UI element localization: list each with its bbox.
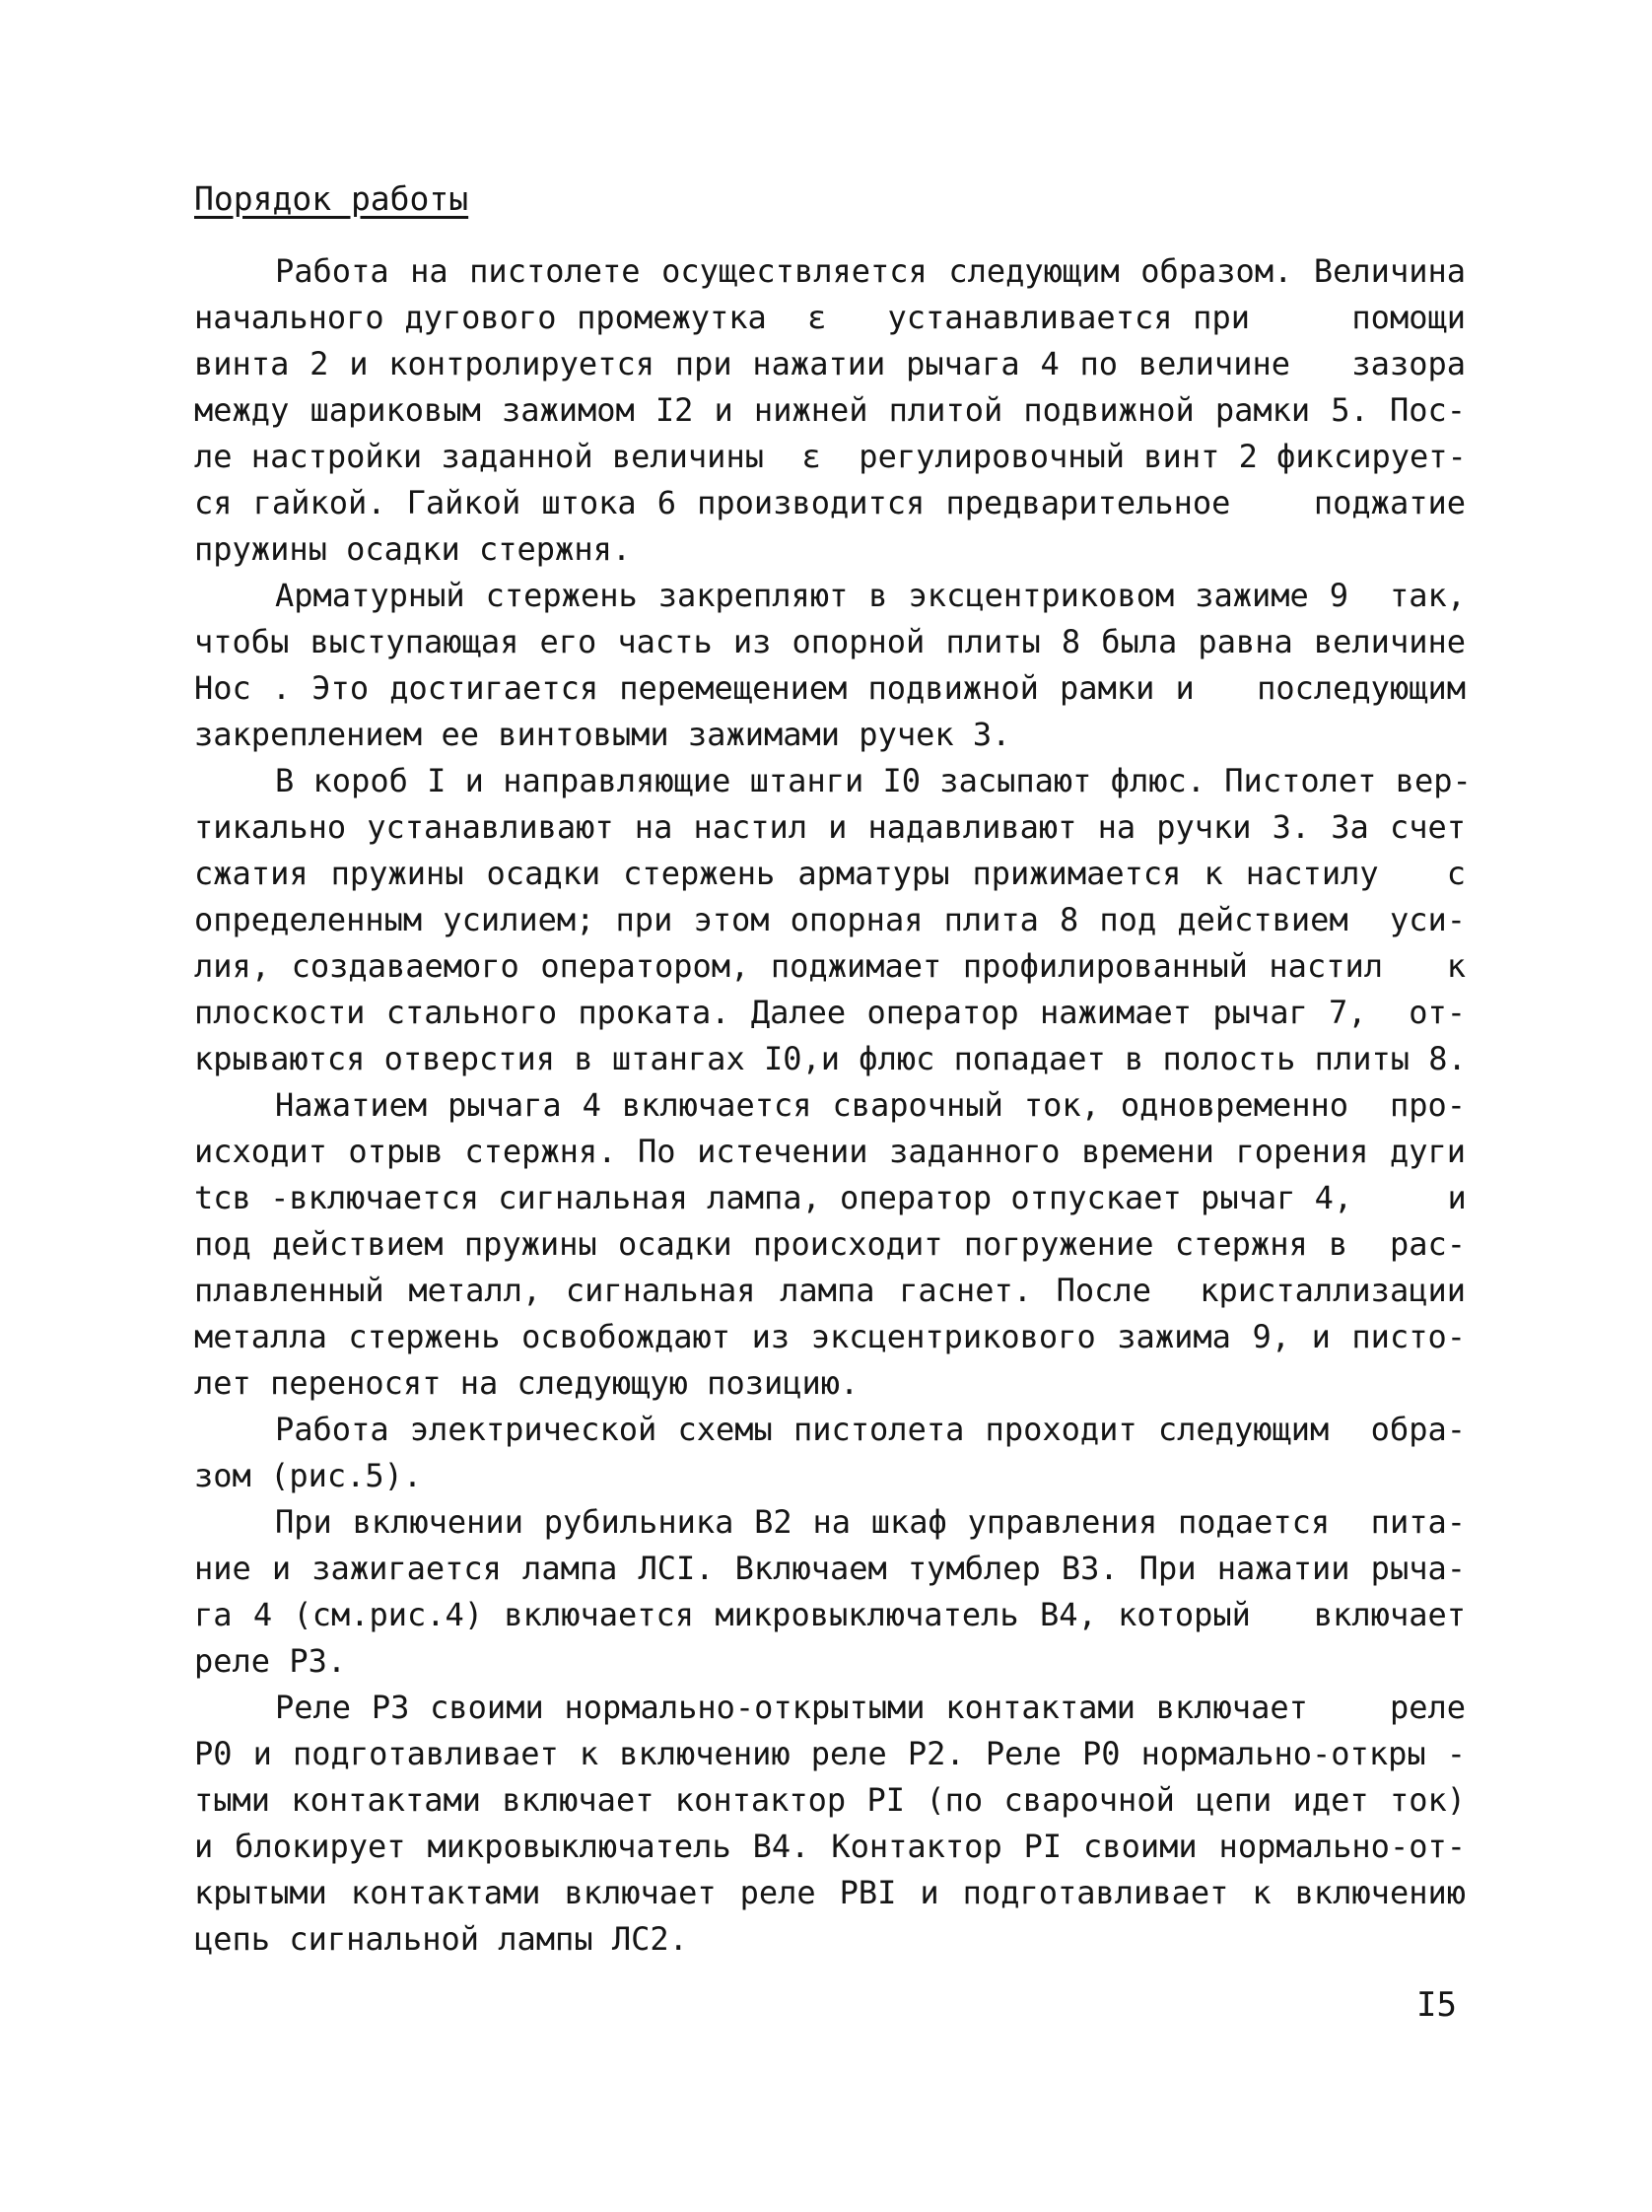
text-line: винта 2 и контролируется при нажатии рычага 4 по величине зазора <box>194 345 1466 382</box>
text-line: Hос . Это достигается перемещением подвижной рамки и последующим <box>194 669 1466 707</box>
text-line: цепь сигнальной лампы ЛС2. <box>194 1920 688 1958</box>
paragraph-1 <box>194 248 1466 573</box>
text-line: плоскости стального проката. Далее оператор нажимает рычаг 7, от- <box>194 994 1466 1031</box>
text-line: зом (рис.5). <box>194 1457 423 1494</box>
text-line: закреплением ее винтовыми зажимами ручек 3. <box>194 716 1011 753</box>
text-line: исходит отрыв стержня. По истечении заданного времени горения дуги <box>194 1133 1466 1170</box>
paragraph-2 <box>194 573 1466 758</box>
section-heading: Порядок работы <box>194 179 469 218</box>
text-line: тыми контактами включает контактор РI (по сварочной цепи идет ток) <box>194 1781 1466 1819</box>
text-line: Арматурный стержень закрепляют в эксцентриковом зажиме 9 так, <box>275 577 1466 614</box>
text-line: и блокирует микровыключатель В4. Контактор РI своими нормально-от- <box>194 1828 1466 1865</box>
text-line: лет переносят на следующую позицию. <box>194 1364 860 1402</box>
page-number: I5 <box>1416 1985 1457 2025</box>
text-line: металла стержень освобождают из эксцентрикового зажима 9, и писто- <box>194 1318 1466 1355</box>
text-line: tсв -включается сигнальная лампа, оператор отпускает рычаг 4, и <box>194 1179 1467 1216</box>
text-line: Работа на пистолете осуществляется следующим образом. Величина <box>275 252 1466 290</box>
text-line: начального дугового промежутка ε устанавливается при помощи <box>194 299 1466 336</box>
paragraph-4 <box>194 1082 1466 1407</box>
text-line: определенным усилием; при этом опорная плита 8 под действием уси- <box>194 901 1466 938</box>
text-line: между шариковым зажимом I2 и нижней плитой подвижной рамки 5. Пос- <box>194 391 1466 429</box>
text-line: под действием пружины осадки происходит погружение стержня в рас- <box>194 1225 1466 1263</box>
text-line: ле настройки заданной величины ε регулировочный винт 2 фиксирует- <box>194 438 1467 475</box>
paragraph-5 <box>194 1407 1466 1499</box>
text-line: лия, создаваемого оператором, поджимает профилированный настил к <box>194 947 1466 985</box>
text-line: Реле Р3 своими нормально-открытыми контактами включает реле <box>275 1689 1466 1726</box>
text-line: пружины осадки стержня. <box>194 530 632 568</box>
body-text <box>194 248 1472 1963</box>
text-line: реле Р3. <box>194 1642 347 1680</box>
text-line: сжатия пружины осадки стержень арматуры прижимается к настилу с <box>194 855 1466 892</box>
text-line: крываются отверстия в штангах I0,и флюс попадает в полость плиты 8. <box>194 1040 1467 1077</box>
paragraph-3 <box>194 758 1472 1082</box>
text-line: Р0 и подготавливает к включению реле Р2. Реле Р0 нормально-откры - <box>194 1735 1466 1772</box>
text-line: крытыми контактами включает реле РВI и подготавливает к включению <box>194 1874 1466 1911</box>
text-line: Работа электрической схемы пистолета проходит следующим обра- <box>275 1411 1466 1448</box>
text-line: ние и зажигается лампа ЛСI. Включаем тумблер В3. При нажатии рыча- <box>194 1550 1466 1587</box>
text-line: Нажатием рычага 4 включается сварочный ток, одновременно про- <box>275 1086 1466 1124</box>
text-line: га 4 (см.рис.4) включается микровыключатель В4, который включает <box>194 1596 1466 1633</box>
text-line: тикально устанавливают на настил и надавливают на ручки 3. За счет <box>194 808 1466 846</box>
text-line: чтобы выступающая его часть из опорной плиты 8 была равна величине <box>194 623 1466 660</box>
text-line: плавленный металл, сигнальная лампа гаснет. После кристаллизации <box>194 1272 1466 1309</box>
paragraph-6 <box>194 1499 1466 1685</box>
text-line: В короб I и направляющие штанги I0 засыпают флюс. Пистолет вер- <box>275 762 1472 799</box>
text-line: ся гайкой. Гайкой штока 6 производится предварительное поджатие <box>194 484 1466 521</box>
paragraph-7 <box>194 1685 1466 1963</box>
text-line: При включении рубильника В2 на шкаф управления подается пита- <box>275 1503 1466 1541</box>
